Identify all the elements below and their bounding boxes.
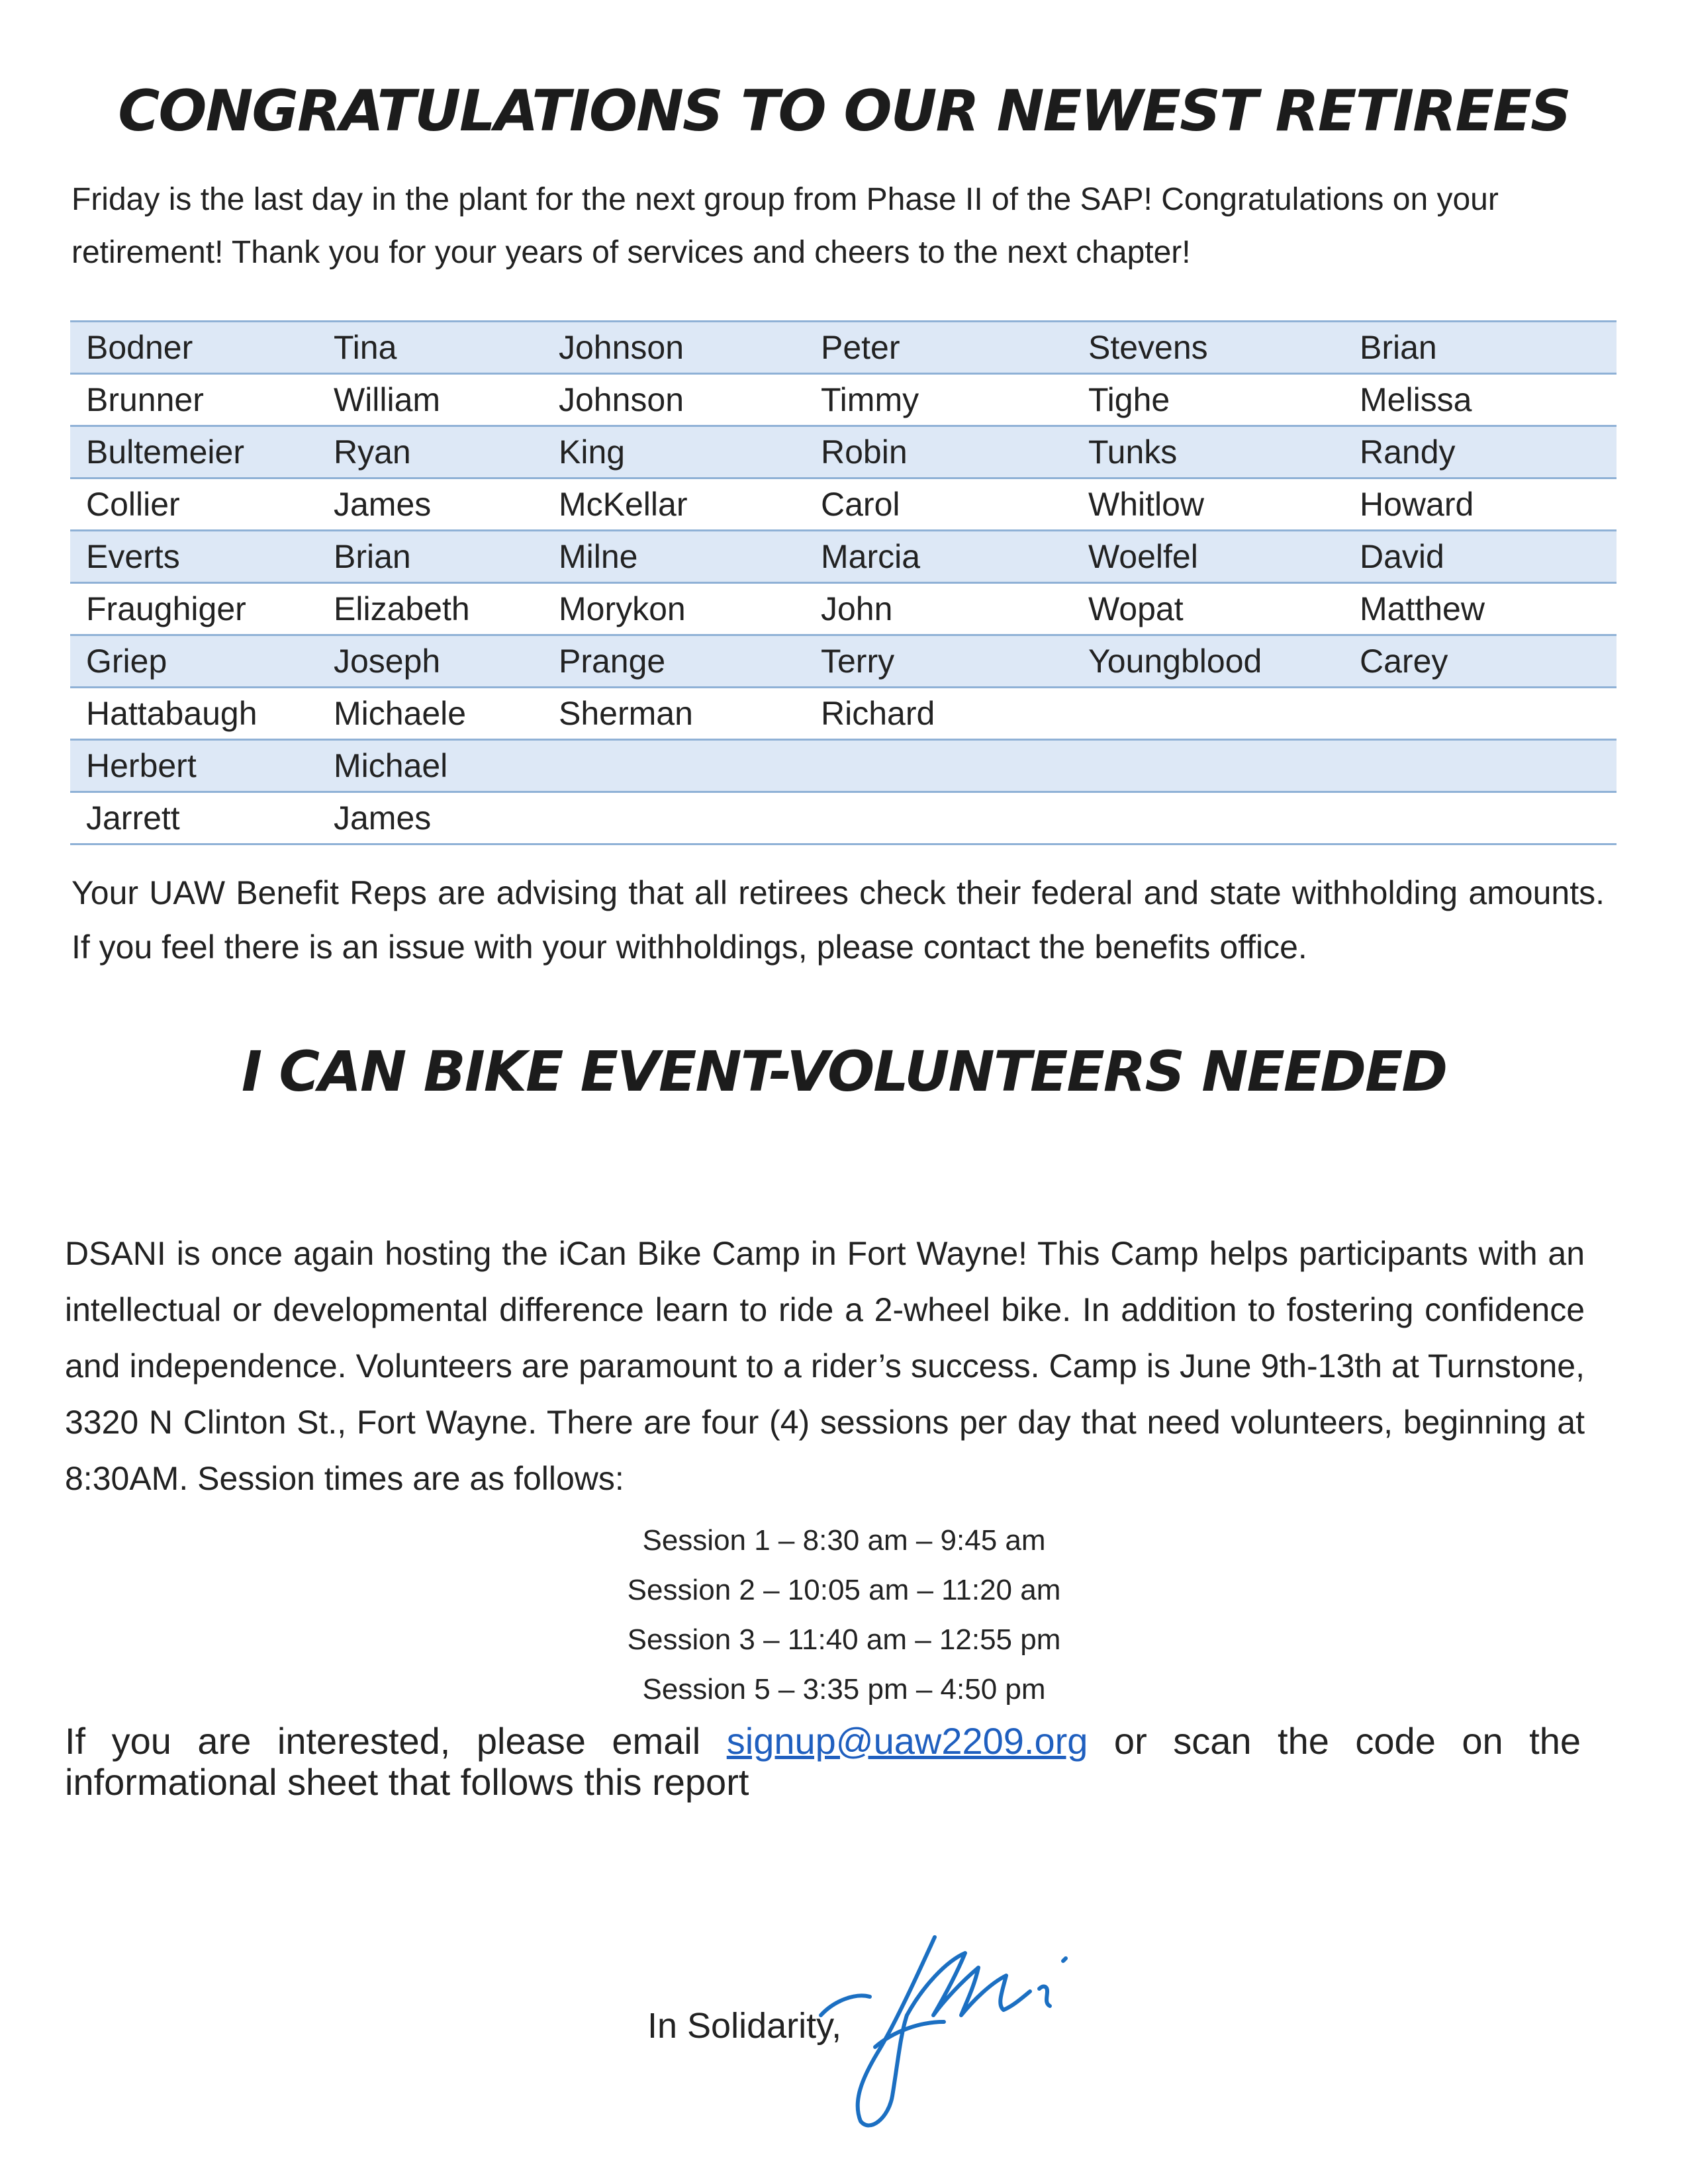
first-name-cell: Timmy bbox=[805, 374, 1072, 426]
first-name-cell: Matthew bbox=[1344, 583, 1617, 635]
last-name-cell: Brunner bbox=[70, 374, 318, 426]
first-name-cell: William bbox=[318, 374, 543, 426]
signup-call-to-action bbox=[65, 1721, 1581, 1803]
table-row bbox=[70, 740, 1617, 792]
first-name-cell: James bbox=[318, 478, 543, 531]
first-name-cell: Elizabeth bbox=[318, 583, 543, 635]
last-name-cell: Stevens bbox=[1072, 322, 1344, 374]
last-name-cell bbox=[543, 792, 805, 844]
last-name-cell: Tunks bbox=[1072, 426, 1344, 478]
first-name-cell: Carol bbox=[805, 478, 1072, 531]
first-name-cell: Randy bbox=[1344, 426, 1617, 478]
first-name-cell bbox=[805, 792, 1072, 844]
last-name-cell: King bbox=[543, 426, 805, 478]
last-name-cell bbox=[1072, 792, 1344, 844]
last-name-cell: Woelfel bbox=[1072, 531, 1344, 583]
first-name-cell bbox=[1344, 792, 1617, 844]
last-name-cell: Johnson bbox=[543, 374, 805, 426]
first-name-cell bbox=[1344, 688, 1617, 740]
first-name-cell: Peter bbox=[805, 322, 1072, 374]
first-name-cell: Marcia bbox=[805, 531, 1072, 583]
first-name-cell: Brian bbox=[1344, 322, 1617, 374]
table-row bbox=[70, 583, 1617, 635]
first-name-cell: Joseph bbox=[318, 635, 543, 688]
first-name-cell: David bbox=[1344, 531, 1617, 583]
first-name-cell: Michaele bbox=[318, 688, 543, 740]
session-times-list bbox=[0, 1516, 1688, 1714]
last-name-cell: Youngblood bbox=[1072, 635, 1344, 688]
last-name-cell: Prange bbox=[543, 635, 805, 688]
first-name-cell: Howard bbox=[1344, 478, 1617, 531]
last-name-cell: Jarrett bbox=[70, 792, 318, 844]
last-name-cell: Hattabaugh bbox=[70, 688, 318, 740]
table-row bbox=[70, 478, 1617, 531]
last-name-cell: Griep bbox=[70, 635, 318, 688]
table-row bbox=[70, 635, 1617, 688]
first-name-cell: John bbox=[805, 583, 1072, 635]
first-name-cell: Richard bbox=[805, 688, 1072, 740]
last-name-cell: Sherman bbox=[543, 688, 805, 740]
first-name-cell: Brian bbox=[318, 531, 543, 583]
table-row bbox=[70, 688, 1617, 740]
table-row bbox=[70, 374, 1617, 426]
last-name-cell: Tighe bbox=[1072, 374, 1344, 426]
closing-salutation: In Solidarity, bbox=[647, 2006, 842, 2046]
last-name-cell: McKellar bbox=[543, 478, 805, 531]
session-time: Session 2 – 10:05 am – 11:20 am bbox=[627, 1574, 1061, 1606]
last-name-cell: Fraughiger bbox=[70, 583, 318, 635]
cta-text-after: or scan the code on the informational sheet that follows this report bbox=[65, 1720, 1581, 1803]
first-name-cell: Ryan bbox=[318, 426, 543, 478]
last-name-cell bbox=[543, 740, 805, 792]
last-name-cell: Wopat bbox=[1072, 583, 1344, 635]
last-name-cell: Johnson bbox=[543, 322, 805, 374]
signup-email-link[interactable]: signup@uaw2209.org bbox=[726, 1720, 1088, 1762]
last-name-cell: Bultemeier bbox=[70, 426, 318, 478]
last-name-cell bbox=[1072, 740, 1344, 792]
first-name-cell: Carey bbox=[1344, 635, 1617, 688]
first-name-cell: Michael bbox=[318, 740, 543, 792]
last-name-cell: Everts bbox=[70, 531, 318, 583]
last-name-cell: Morykon bbox=[543, 583, 805, 635]
last-name-cell: Herbert bbox=[70, 740, 318, 792]
session-time: Session 1 – 8:30 am – 9:45 am bbox=[642, 1524, 1046, 1557]
table-row bbox=[70, 426, 1617, 478]
last-name-cell bbox=[1072, 688, 1344, 740]
last-name-cell: Milne bbox=[543, 531, 805, 583]
last-name-cell: Bodner bbox=[70, 322, 318, 374]
session-time: Session 3 – 11:40 am – 12:55 pm bbox=[627, 1623, 1061, 1656]
table-row bbox=[70, 792, 1617, 844]
retirees-table bbox=[70, 320, 1617, 845]
last-name-cell: Whitlow bbox=[1072, 478, 1344, 531]
bike-event-heading: I CAN BIKE EVENT-VOLUNTEERS NEEDED bbox=[241, 1039, 1447, 1104]
first-name-cell: Robin bbox=[805, 426, 1072, 478]
retirees-intro: Friday is the last day in the plant for the next group from Phase II of the SAP! Congratulations on your retirement! Thank you for your years of services and cheers to the next chapter! bbox=[71, 182, 1499, 270]
first-name-cell: Terry bbox=[805, 635, 1072, 688]
handwritten-signature bbox=[814, 1923, 1092, 2134]
first-name-cell: James bbox=[318, 792, 543, 844]
cta-text-before: If you are interested, please email bbox=[65, 1720, 727, 1762]
withholding-note: Your UAW Benefit Reps are advising that all retirees check their federal and state withholding amounts. If you feel there is an issue with your withholdings, please contact the benefits office. bbox=[71, 874, 1605, 966]
retirees-heading: CONGRATULATIONS TO OUR NEWEST RETIREES bbox=[118, 78, 1570, 144]
table-row bbox=[70, 322, 1617, 374]
bike-camp-description: DSANI is once again hosting the iCan Bike Camp in Fort Wayne! This Camp helps participants with an intellectual or developmental difference learn to ride a 2-wheel bike. In addition to fostering confidence and independence. Volunteers are paramount to a rider’s success. Camp is June 9th-13th at Turnstone, 3320 N Clinton St., Fort Wayne. There are four (4) sessions per day that need volunteers, beginning at 8:30AM. Session times are as follows: bbox=[65, 1235, 1585, 1497]
first-name-cell: Melissa bbox=[1344, 374, 1617, 426]
first-name-cell bbox=[1344, 740, 1617, 792]
first-name-cell: Tina bbox=[318, 322, 543, 374]
session-time: Session 5 – 3:35 pm – 4:50 pm bbox=[642, 1673, 1046, 1706]
table-row bbox=[70, 531, 1617, 583]
last-name-cell: Collier bbox=[70, 478, 318, 531]
first-name-cell bbox=[805, 740, 1072, 792]
